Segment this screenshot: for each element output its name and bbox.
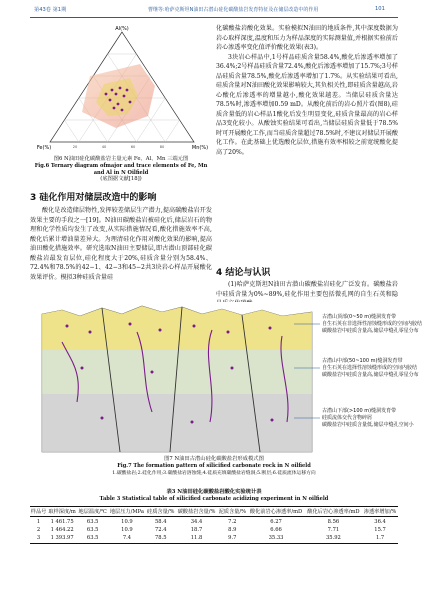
paragraph: 化碳酸盐岩酸化效果。实验模拟N油田的地质条件,其中深度数据为岩心取样深度,温度和压力为样品深度的实际测量值,并根据实验前后岩心渗透率变化值评价酸化效果(表3)。 <box>216 25 398 51</box>
table-row <box>30 517 398 526</box>
zone-label: 碳酸盐岩中硅质含量高,储层中缝孔零星分布 <box>322 328 419 334</box>
figure-6-caption <box>30 156 212 183</box>
zone-label: 古潜山顶部(0~50 m)缝洞发育带 <box>322 314 397 320</box>
table-cell: 15.7 <box>374 526 386 533</box>
table-row <box>30 534 398 543</box>
table-cell: 1 393.97 <box>50 535 74 542</box>
table-cell: 6.66 <box>270 526 282 533</box>
figure-6-caption-cn: 图6 N油田硅化碳酸盐岩主量元素 Fe、Al、Mn 三端元图 <box>53 156 189 162</box>
zone-label: 自生石英在选择性溶蚀缝形成的空间内胶结 <box>322 365 418 371</box>
column-header: 酸化前岩心渗透率/mD <box>249 509 303 516</box>
table-3-title-en: Table 3 Statistical table of silicified carbonate acidizing experiment in N oilfield <box>99 496 329 502</box>
table-row <box>30 526 398 534</box>
zone-label: 碳酸盐岩中硅质含量低,储层中缝孔空间小 <box>322 422 414 428</box>
table-3-caption <box>30 489 398 503</box>
formation-pattern-diagram <box>42 302 423 452</box>
figure-7-caption-en: Fig.7 The formation pattern of silicified carbonate rock in N oilfield <box>117 463 311 469</box>
figure-6-caption-source: (底图据文献[18]) <box>100 176 142 182</box>
ternary-diagram <box>30 24 212 154</box>
lower-zone <box>42 394 312 452</box>
table-cell: 8.56 <box>327 518 340 525</box>
table-cell: 7.2 <box>228 518 237 525</box>
tick-label: 20 <box>72 145 78 149</box>
paragraph: 酸化是改造储层物性,发挥较差储层生产潜力,提高碳酸盐岩开发效果主要的手段之一[19]。N油田碳酸盐岩被硅化后,储层岩石的物理和化学性质均发生了改变,从实际措施情况看,酸化措施效率不高,酸化后累计增油量差异大。为理清硅化作用对酸化效果的影响,提高油田酸化措施效率。研究选取N油田主要储层,即古潜山顶部硅化碳酸盐岩最发育层位,硅化程度大于20%,硅质含量分别为58.4%、72.4%和78.5%的42−1、42−3和45−2共3块岩心样品开展酸化效果评价。模拟3种硅质含量硅 <box>30 207 212 281</box>
running-title: 曹继等:哈萨克斯坦N油田古潜山硅化碳酸盐岩发育特征及在储层改造中的作用 <box>148 7 319 13</box>
journal-issue: 第43卷 第1期 <box>34 7 67 13</box>
figure-6 <box>30 24 212 154</box>
table-cell: 1 461.75 <box>50 518 74 525</box>
tick-label: 40 <box>101 145 107 149</box>
table-cell: 35.33 <box>268 535 284 542</box>
vertex-fe-label: Fe(%) <box>36 145 52 151</box>
paragraph: 3块岩心样品中,1号样品硅质含量58.4%,酸化后渗透率增加了36.4%;2号样品硅质含量72.4%,酸化后渗透率增加了15.7%;3号样品硅质含量78.5%,酸化后渗透率增加了1.7%。从实验结果可看出,硅质含量对N油田酸化效果影响较大,其负相关性,即硅质含量越高,岩心酸化后渗透率的增量越小,酸化效果越差。当储层硅质含量达78.5%时,渗透率增加0.59 mD。从酸化前后的岩心照片看(图8),硅质含量低的岩心样品1酸化后发生明显变化,硅质含量最高的岩心样品3变化较小。从酸蚀实验结果可看出,当储层硅质含量低于78.5%时可开展酸化工作,而当硅质含量超过78.5%时,不建议对储层开展酸化工作。在此基础上优选酸化层位,措施有效率相较之前宽统酸化提高了20%。 <box>216 53 398 156</box>
figure-7-caption-cn: 图7 N油田古潜山硅化碳酸盐岩形成模式图 <box>164 456 264 462</box>
vertex-mn-label: Mn(%) <box>191 145 209 151</box>
table-cell: 7.71 <box>327 526 340 533</box>
ternary-ticks <box>73 145 165 149</box>
table-cell: 6.27 <box>270 518 282 525</box>
table-cell: 10.9 <box>121 526 133 533</box>
figure-7-caption <box>30 456 398 477</box>
table-3 <box>30 506 398 544</box>
apex-al-label: Al(%) <box>115 26 129 32</box>
table-cell: 2 <box>36 526 41 533</box>
table-cell: 9.7 <box>228 535 237 542</box>
header-divider <box>30 17 398 18</box>
figure-7 <box>42 302 423 452</box>
table-cell: 63.5 <box>86 526 99 533</box>
tick-label: 60 <box>130 145 136 149</box>
table-cell: 63.5 <box>86 518 99 525</box>
table-cell: 18.7 <box>190 526 203 533</box>
data-table <box>30 506 398 544</box>
column-header: 地层温度/℃ <box>78 509 107 516</box>
table-cell: 78.5 <box>154 535 167 542</box>
column-header: 渗透率增加/% <box>363 509 397 516</box>
table-cell: 1.7 <box>375 535 385 542</box>
table-cell: 1 <box>36 518 41 525</box>
column-header: 取样深度/m <box>48 509 76 516</box>
zone-label: 古潜山下部(>100 m)缝洞发育带 <box>322 408 397 414</box>
table-cell: 1 464.22 <box>50 526 74 533</box>
right-column-body <box>216 24 398 157</box>
section-3-title: 3 硅化作用对储层改造中的影响 <box>30 193 157 203</box>
table-cell: 35.92 <box>326 535 341 542</box>
table-cell: 36.4 <box>374 518 386 525</box>
figure-6-caption-en: Fig.6 Ternary diagram ofmajor and trace elements of Fe, Mn and Al in N Oilfield <box>34 163 208 176</box>
table-3-title-cn: 表3 N油田硅化碳酸盐岩酸化实验统计表 <box>166 489 262 495</box>
column-header: 硅质含量/% <box>147 509 175 516</box>
table-header-row <box>30 507 398 517</box>
table-cell: 3 <box>36 535 41 542</box>
section-4-title: 4 结论与认识 <box>216 268 271 278</box>
zone-label: 硅质流体交代含物碎屑 <box>322 415 373 421</box>
table-cell: 72.4 <box>154 526 167 533</box>
left-column-body <box>30 206 212 282</box>
table-cell: 8.9 <box>228 526 237 533</box>
table-cell: 10.9 <box>121 518 133 525</box>
zone-label: 碳酸盐岩中硅质含量高,储层中缝孔零星分布 <box>322 372 419 378</box>
column-header: 样品号 <box>30 509 47 516</box>
table-cell: 11.8 <box>190 535 203 542</box>
table-cell: 34.4 <box>190 518 203 525</box>
tick-label: 80 <box>159 145 165 149</box>
column-header: 泥质含量/% <box>218 509 247 516</box>
figure-7-caption-note: 1.碳酸盐岩;2.硅化作用;3.碳酸盐岩溶蚀缝;4.硅质充填碳酸盐岩缝洞;5.断层;6.硅质流体运移方向 <box>112 470 316 476</box>
paragraph: (1)哈萨克斯坦N油田古潜山碳酸盐岩硅化广泛发育。碳酸盐岩中硅质含量为0%~89%,硅化作用主要包括微孔网的自生石英和隐 <box>216 281 398 298</box>
column-header: 酸化后岩心渗透率/mD <box>307 509 360 516</box>
callout-labels <box>322 313 422 428</box>
column-header: 地层压力/MPa <box>109 509 145 516</box>
zone-label: 古潜山中部(50~100 m)缝洞发育带 <box>322 358 403 364</box>
table-cell: 7.4 <box>122 535 132 542</box>
column-header: 碳酸盐岩含量/% <box>177 509 216 516</box>
table-cell: 58.4 <box>154 518 167 525</box>
zone-label: 自生石英在非选择性溶蚀缝形成的空间内胶结 <box>322 321 423 327</box>
table-cell: 63.5 <box>86 535 99 542</box>
page-number: 101 <box>375 6 385 12</box>
